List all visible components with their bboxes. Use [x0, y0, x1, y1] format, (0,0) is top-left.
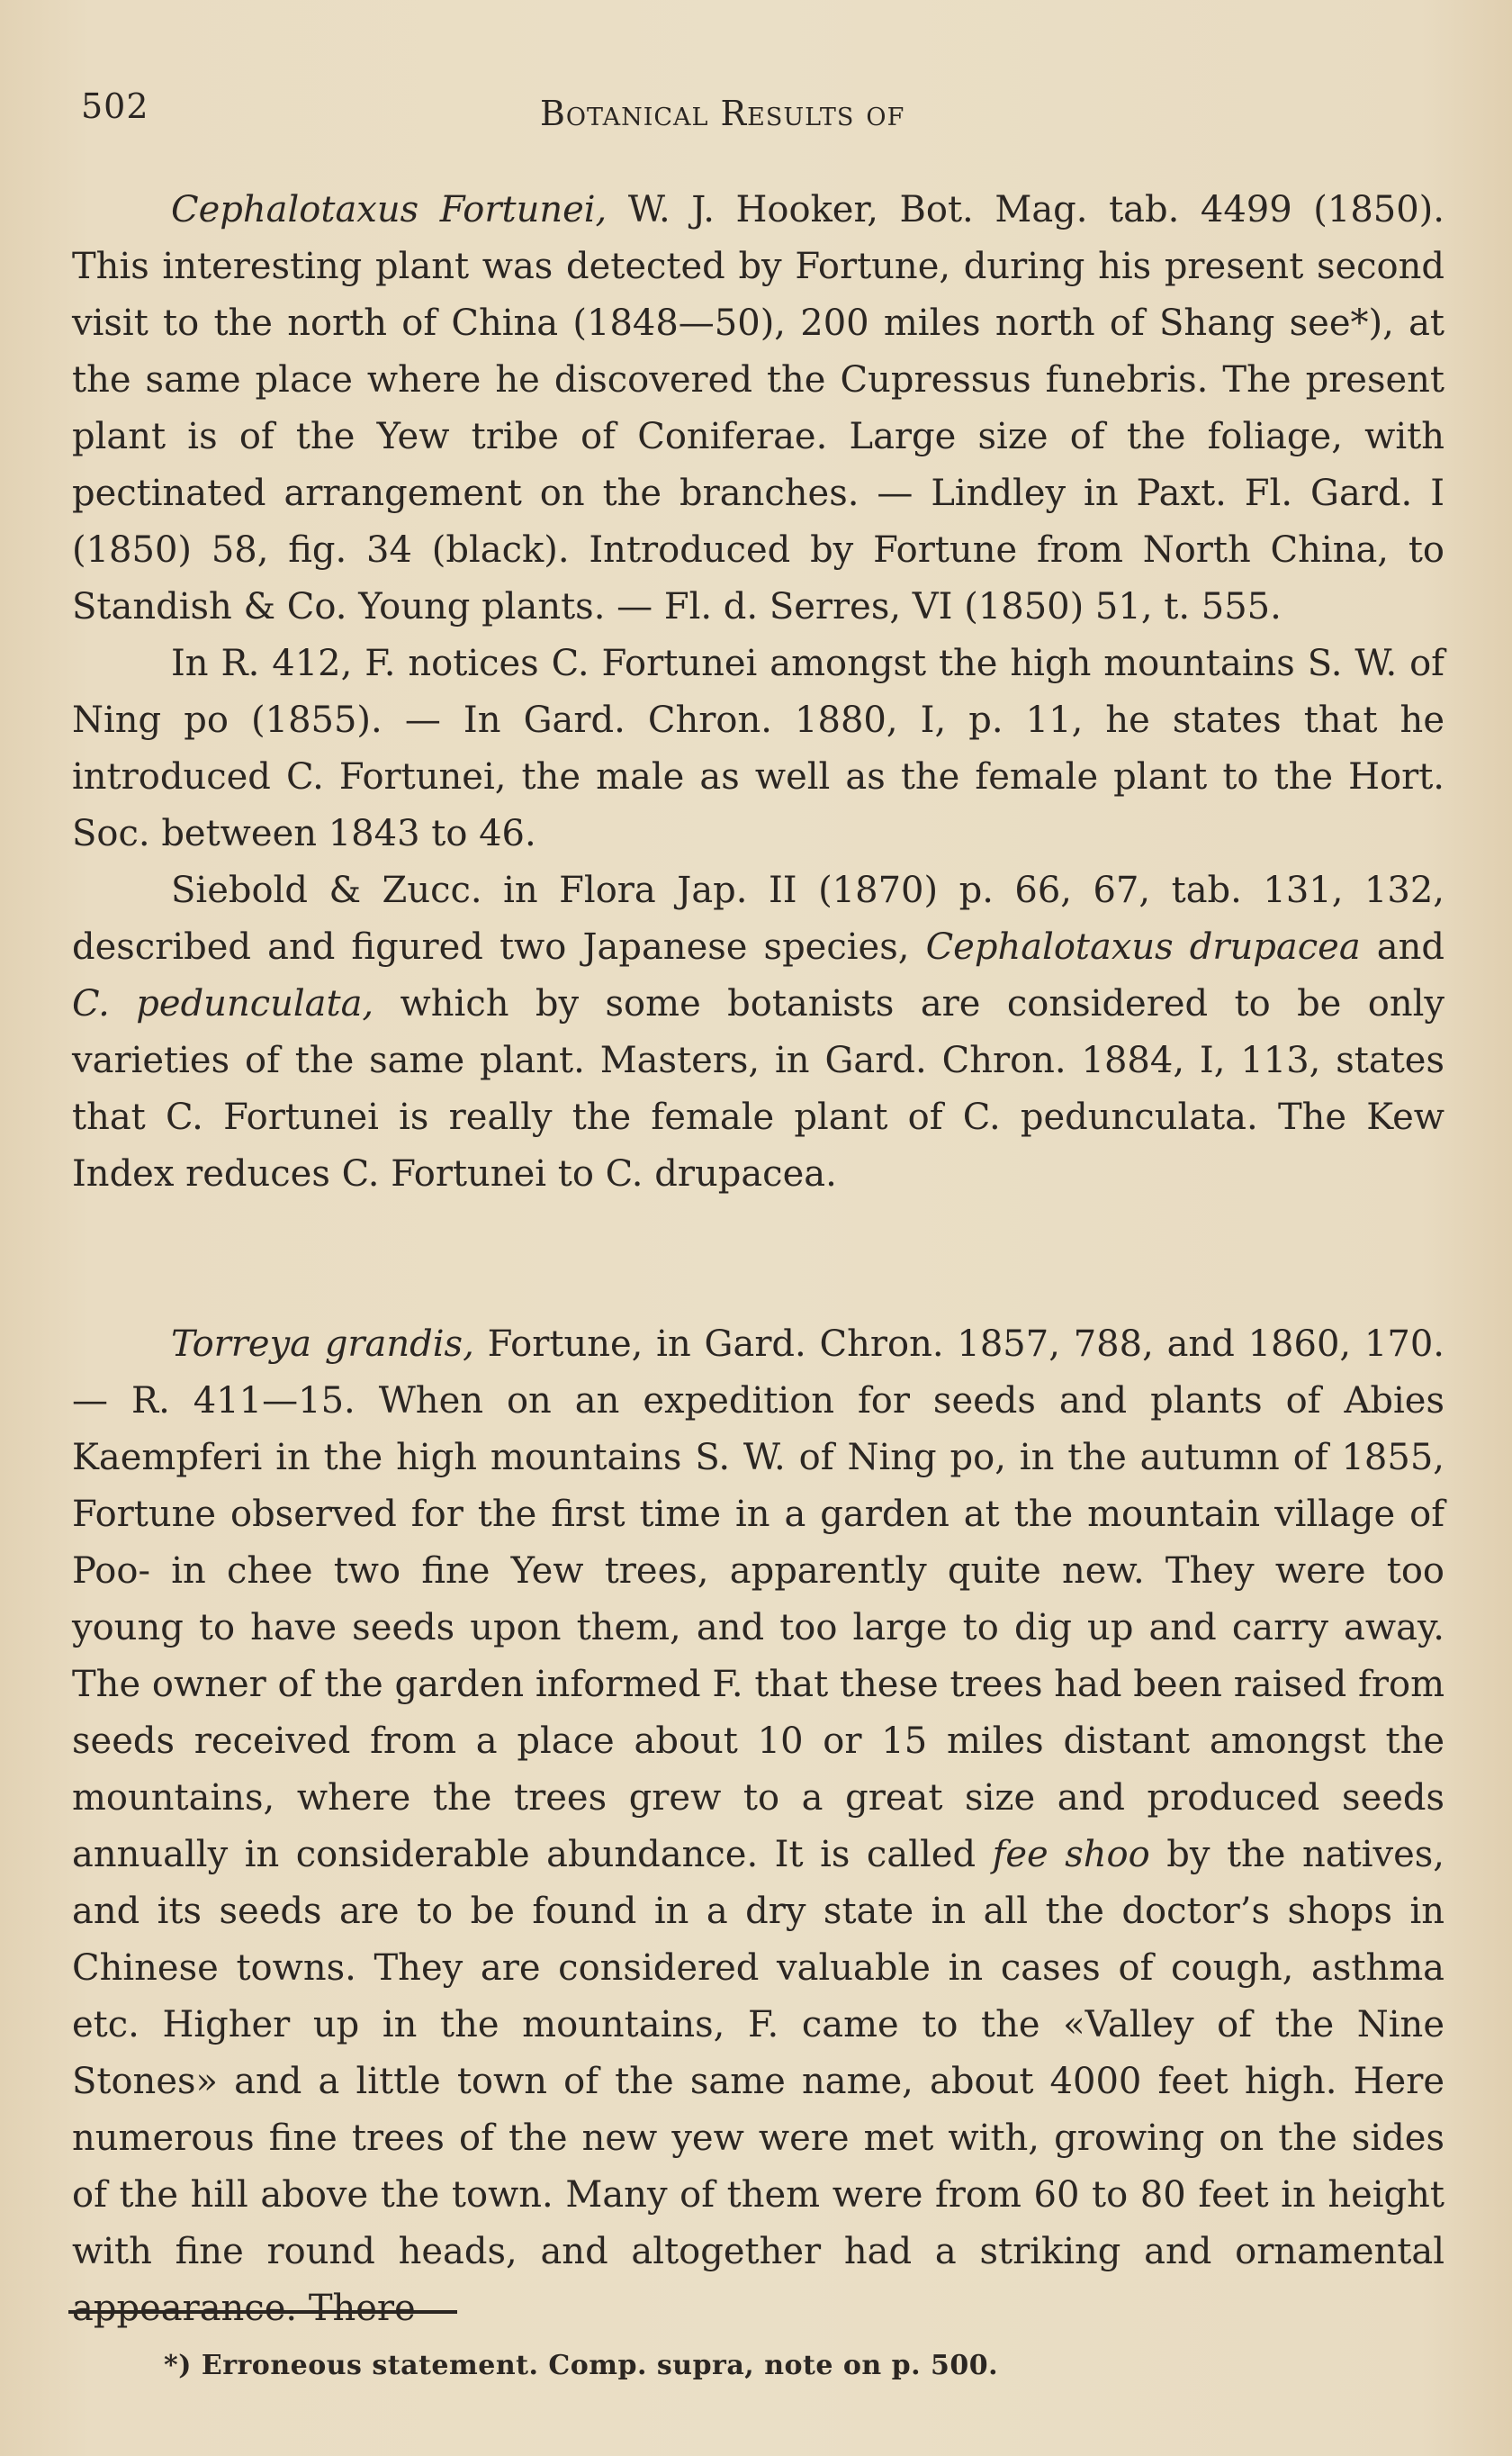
paragraph-siebold-zucc: [72, 862, 1444, 1203]
section-gap: [72, 1203, 1444, 1316]
paragraph-text: In R. 412, F. notices C. Fortunei amongst the high mountains S. W. of Ning po (1855). — In Gard. Chron. 1880, I, p. 11, he states that he introduced C. Fortunei, the male as well as the female plant to the Hort. Soc. between 1843 to 46.: [72, 643, 1444, 854]
page-number: 502: [81, 86, 149, 126]
paragraph-text: and: [1360, 926, 1444, 968]
footnote-rule: [68, 2310, 457, 2314]
footnote: *) Erroneous statement. Comp. supra, note on p. 500.: [164, 2350, 999, 2381]
paragraph-text: which by some botanists are considered to be only varieties of the same plant. Masters, in Gard. Chron. 1884, I, 113, states that C. Fortunei is really the female plant of C. pedunculata. The Kew Index reduces C. Fortunei to C. drupacea.: [72, 983, 1444, 1195]
taxon-name: Cephalotaxus drupacea: [925, 926, 1361, 968]
running-head: Botanical Results of: [540, 94, 905, 133]
body-text: [72, 182, 1444, 2337]
paragraph-fortune-notes: [72, 636, 1444, 862]
taxon-name: Cephalotaxus Fortunei,: [171, 189, 608, 230]
paragraph-text: Fortune, in Gard. Chron. 1857, 788, and 1860, 170. — R. 411—15. When on an expedition for seeds and plants of Abies Kaempferi in the high mountains S. W. of Ning po, in the autumn of 1855, Fortune observed for the first time in a garden at the mountain village of Poo- in chee two fine Yew trees, apparently quite new. They were too young to have seeds upon them, and too large to dig up and carry away. The owner of the garden informed F. that these trees had been raised from seeds received from a place about 10 or 15 miles distant amongst the mountains, where the trees grew to a great size and produced seeds annually in considerable abundance. It is called: [72, 1323, 1444, 1875]
taxon-name: Torreya grandis,: [171, 1323, 474, 1365]
paragraph-text: W. J. Hooker, Bot. Mag. tab. 4499 (1850). This interesting plant was detected by Fortune, during his present second visit to the north of China (1848—50), 200 miles north of Shang see*), at the same place where he discovered the Cupressus funebris. The present plant is of the Yew tribe of Coniferae. Large size of the foliage, with pectinated arrangement on the branches. — Lindley in Paxt. Fl. Gard. I (1850) 58, fig. 34 (black). Introduced by Fortune from North China, to Standish & Co. Young plants. — Fl. d. Serres, VI (1850) 51, t. 555.: [72, 189, 1445, 628]
native-name: fee shoo: [992, 1834, 1150, 1875]
paragraph-text: by the natives, and its seeds are to be found in a dry state in all the doctor’s shops in Chinese towns. They are considered valuable in cases of cough, asthma etc. Higher up in the mountains, F. came to the «Valley of the Nine Stones» and a little town of the same name, about 4000 feet high. Here numerous fine trees of the new yew were met with, growing on the sides of the hill above the town. Many of them were from 60 to 80 feet in height with fine round heads, and altogether had a striking and ornamental appearance. There: [72, 1834, 1444, 2329]
paragraph-cephalotaxus-fortunei: [72, 182, 1444, 636]
taxon-name: C. pedunculata,: [72, 983, 374, 1025]
paragraph-text: Siebold & Zucc. in Flora Jap. II (1870) p. 66, 67, tab. 131, 132, described and figured two Japanese species,: [72, 870, 1444, 968]
paragraph-torreya-grandis: [72, 1316, 1444, 2337]
